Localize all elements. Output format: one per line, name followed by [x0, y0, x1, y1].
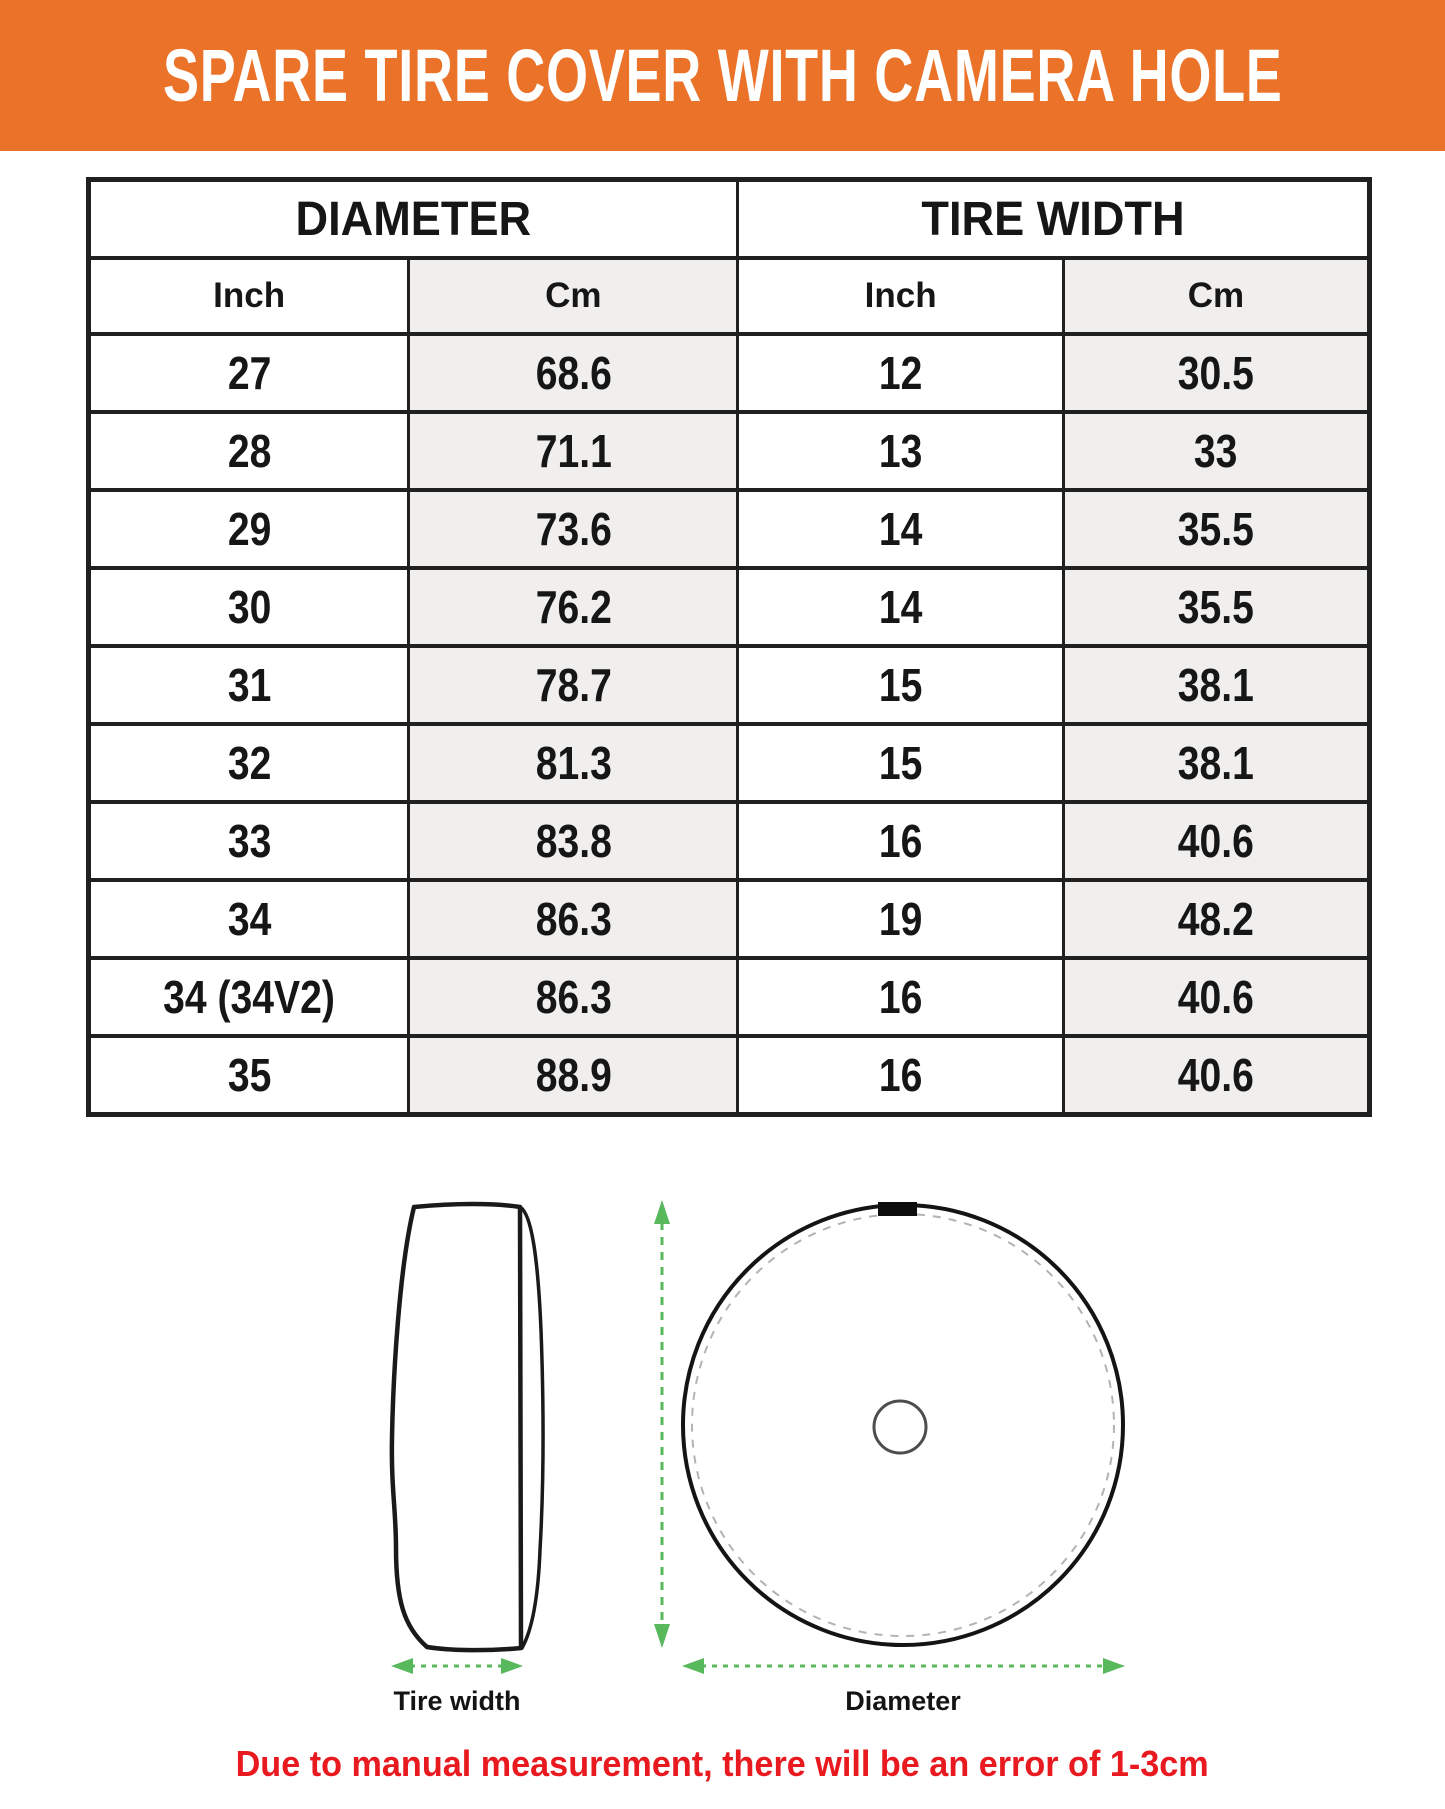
- table-cell: 31: [89, 646, 409, 724]
- table-cell: 40.6: [1063, 802, 1369, 880]
- table-cell: 35.5: [1063, 490, 1369, 568]
- col-header-diameter-cm: Cm: [409, 258, 738, 334]
- table-row: [89, 880, 1370, 958]
- table-row: [89, 334, 1370, 412]
- tire-diagrams: [0, 1180, 1445, 1740]
- table-row: [89, 490, 1370, 568]
- table-cell: 48.2: [1063, 880, 1369, 958]
- tire-width-label: Tire width: [393, 1686, 521, 1716]
- table-row: [89, 1036, 1370, 1115]
- table-cell: 27: [89, 334, 409, 412]
- group-header-row: [89, 180, 1370, 259]
- diameter-vertical-arrow: [654, 1200, 670, 1648]
- size-chart-table: [86, 177, 1372, 1117]
- measurement-note-text: Due to manual measurement, there will be an error of 1-3cm: [235, 1743, 1210, 1784]
- table-cell: 15: [738, 646, 1063, 724]
- table-cell: 19: [738, 880, 1063, 958]
- table-cell: 86.3: [409, 880, 738, 958]
- table-row: [89, 724, 1370, 802]
- camera-hole: [874, 1401, 926, 1453]
- tire-width-arrow: [391, 1658, 523, 1674]
- table-cell: 16: [738, 958, 1063, 1036]
- table-cell: 29: [89, 490, 409, 568]
- table-cell: 14: [738, 490, 1063, 568]
- tire-width-group-label: TIRE WIDTH: [921, 192, 1185, 246]
- diameter-group-header: [89, 180, 738, 259]
- table-cell: 38.1: [1063, 724, 1369, 802]
- table-cell: 15: [738, 724, 1063, 802]
- table-row: [89, 802, 1370, 880]
- table-cell: 86.3: [409, 958, 738, 1036]
- table-cell: 88.9: [409, 1036, 738, 1115]
- banner: [0, 0, 1445, 151]
- table-cell: 30.5: [1063, 334, 1369, 412]
- table-cell: 83.8: [409, 802, 738, 880]
- table-row: [89, 568, 1370, 646]
- table-cell: 35: [89, 1036, 409, 1115]
- table-cell: 40.6: [1063, 1036, 1369, 1115]
- table-cell: 38.1: [1063, 646, 1369, 724]
- table-row: [89, 646, 1370, 724]
- tire-side-view: [392, 1204, 543, 1650]
- table-row: [89, 958, 1370, 1036]
- table-cell: 73.6: [409, 490, 738, 568]
- table-cell: 33: [89, 802, 409, 880]
- table-cell: 81.3: [409, 724, 738, 802]
- tire-width-group-header: [738, 180, 1370, 259]
- table-cell: 68.6: [409, 334, 738, 412]
- table-cell: 40.6: [1063, 958, 1369, 1036]
- table-cell: 32: [89, 724, 409, 802]
- table-cell: 16: [738, 1036, 1063, 1115]
- page-title: SPARE TIRE COVER WITH CAMERA HOLE: [162, 34, 1283, 117]
- table-cell: 34: [89, 880, 409, 958]
- col-header-tire-width-cm: Cm: [1063, 258, 1369, 334]
- table-cell: 35.5: [1063, 568, 1369, 646]
- table-cell: 71.1: [409, 412, 738, 490]
- table-cell: 28: [89, 412, 409, 490]
- table-row: [89, 412, 1370, 490]
- diameter-label: Diameter: [845, 1686, 961, 1716]
- table-cell: 34 (34V2): [89, 958, 409, 1036]
- table-cell: 13: [738, 412, 1063, 490]
- diameter-arrow: [682, 1658, 1125, 1674]
- col-header-diameter-inch: Inch: [89, 258, 409, 334]
- diameter-group-label: DIAMETER: [295, 192, 532, 246]
- table-cell: 16: [738, 802, 1063, 880]
- tire-front-view: [683, 1202, 1123, 1645]
- table-cell: 14: [738, 568, 1063, 646]
- table-cell: 30: [89, 568, 409, 646]
- table-cell: 12: [738, 334, 1063, 412]
- unit-header-row: [89, 258, 1370, 334]
- col-header-tire-width-inch: Inch: [738, 258, 1063, 334]
- strap-mark: [878, 1202, 917, 1216]
- table-cell: 78.7: [409, 646, 738, 724]
- measurement-note: [0, 1743, 1445, 1785]
- table-cell: 76.2: [409, 568, 738, 646]
- table-cell: 33: [1063, 412, 1369, 490]
